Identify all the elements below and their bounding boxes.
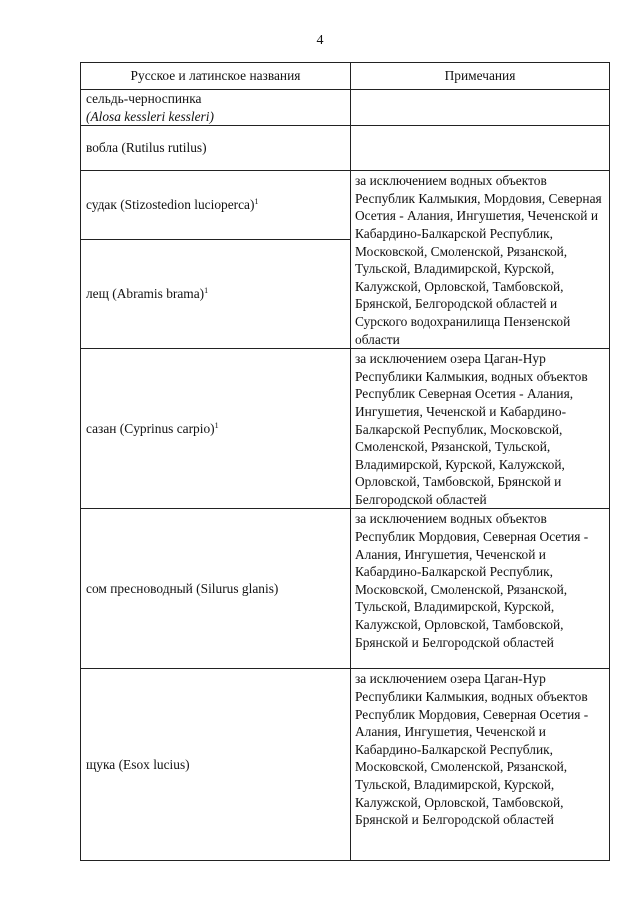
species-name: сом пресноводный (Silurus glanis) <box>86 581 279 597</box>
note-cell: за исключением озера Цаган-Нур Республики Калмыкия, водных объектов Республик Северная Осетия - Алания, Ингушетия, Чеченской и Кабардино-Балкарской Республик, Московской, Смоленской, Рязанской, Тульской, Владимирской, Курской, Калужской, Орловской, Тамбовской, Брянской и Белгородской областей <box>351 349 610 509</box>
species-name-cell <box>81 171 351 240</box>
species-name-cell <box>81 126 351 171</box>
table-row <box>81 349 610 509</box>
species-name: щука (Esox lucius) <box>86 757 190 773</box>
species-name: лещ (Abramis brama) <box>86 286 205 302</box>
note-cell-merged: за исключением водных объектов Республик Калмыкия, Мордовия, Северная Осетия - Алания, Ингушетия, Чеченской и Кабардино-Балкарской Республик, Московской, Смоленской, Рязанской, Тульской, Владимирской, Курской, Калужской, Орловской, Тамбовской, Брянской, Белгородской областей и Сурского водохранилища Пензенской области <box>351 171 610 349</box>
table-row <box>81 171 610 240</box>
species-name-cell <box>81 669 351 861</box>
note-cell: за исключением озера Цаган-Нур Республики Калмыкия, водных объектов Республик Мордовия, Северная Осетия - Алания, Ингушетия, Чеченской и Кабардино-Балкарской Республик, Московской, Смоленской, Рязанской, Тульской, Владимирской, Курской, Калужской, Орловской, Тамбовской, Брянской и Белгородской областей <box>351 669 610 861</box>
table-row <box>81 126 610 171</box>
header-notes: Примечания <box>351 63 610 90</box>
species-name: сельдь-черноспинка <box>86 91 202 106</box>
species-latin-name: (Alosa kessleri kessleri) <box>86 108 214 124</box>
species-name: вобла (Rutilus rutilus) <box>86 140 207 156</box>
table-header-row <box>81 63 610 90</box>
species-name: сазан (Cyprinus carpio) <box>86 421 215 436</box>
note-cell <box>351 126 610 171</box>
species-name: судак (Stizostedion lucioperca) <box>86 197 255 213</box>
note-cell: за исключением водных объектов Республик Мордовия, Северная Осетия - Алания, Ингушетия, Чеченской и Кабардино-Балкарской Республик, Московской, Смоленской, Рязанской, Тульской, Владимирской, Курской, Калужской, Орловской, Тамбовской, Брянской и Белгородской областей <box>351 509 610 669</box>
table-row <box>81 509 610 669</box>
footnote-marker: 1 <box>214 421 219 430</box>
species-name-cell <box>81 509 351 669</box>
table-row <box>81 669 610 861</box>
fish-species-table <box>80 62 610 861</box>
species-name-cell <box>81 349 351 509</box>
species-name-cell <box>81 90 351 126</box>
species-name-cell <box>81 240 351 349</box>
footnote-marker: 1 <box>204 286 209 296</box>
page-number: 4 <box>316 33 324 48</box>
header-names: Русское и латинское названия <box>81 63 351 90</box>
note-cell <box>351 90 610 126</box>
footnote-marker: 1 <box>254 197 259 207</box>
table-row <box>81 90 610 126</box>
